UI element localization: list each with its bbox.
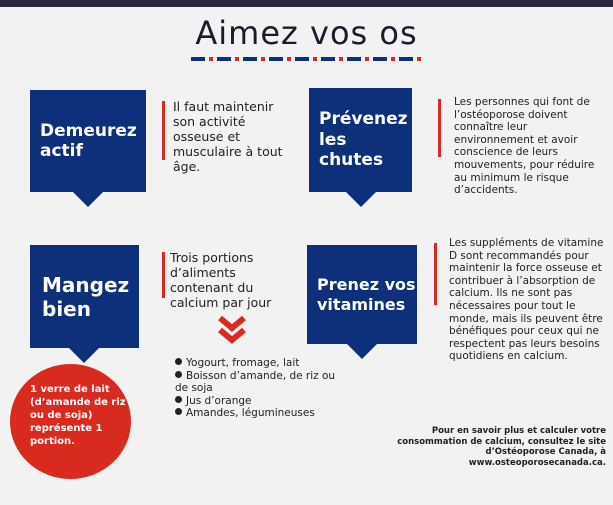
text-prevenez-chutes: Les personnes qui font de l’ostéoporose doivent connaître leur environnement et avoir conscience de leurs mouvements, pour réduire au minimum le risque d’accidents. [454, 96, 595, 197]
text-mangez-bien: Trois portions d’aliments contenant du calcium par jour [170, 250, 272, 310]
heading-prenez-vitamines: Prenez vos vitamines [317, 275, 416, 314]
page-title: Aimez vos os [195, 14, 418, 52]
portion-note: 1 verre de lait (d’amande de riz ou de soja) représente 1 portion. [30, 384, 126, 447]
heading-mangez-bien: Mangez bien [42, 272, 130, 321]
accent-bar [162, 101, 165, 160]
bullet-icon [175, 371, 182, 378]
food-list [175, 357, 350, 420]
heading-box-prevenez-chutes [309, 88, 412, 192]
text-prenez-vitamines: Les suppléments de vitamine D sont recommandés pour maintenir la force osseuse et contribuer à l’absorption de calcium. Ils ne sont pas nécessaires pour tout le monde, mais ils peuvent être bénéfiques pour ceux qui ne respectent pas leurs besoins quotidiens en calcium. [449, 237, 604, 363]
chevron-down-icon [216, 314, 248, 346]
list-item: Jus d’orange [175, 395, 350, 408]
footer-note: Pour en savoir plus et calculer votre consommation de calcium, consultez le site d’Ostéoporose Canada, à www.osteoporosecanada.ca. [397, 426, 606, 468]
accent-bar [438, 99, 441, 157]
heading-box-prenez-vitamines [307, 245, 417, 344]
list-item: Yogourt, fromage, lait [175, 357, 350, 370]
box-pointer [346, 343, 378, 359]
heading-box-mangez-bien [30, 245, 139, 348]
portion-note-circle [10, 364, 131, 479]
accent-bar [162, 252, 165, 298]
heading-demeurez-actif: Demeurez actif [40, 120, 137, 161]
top-bar [0, 0, 613, 7]
bullet-icon [175, 408, 182, 415]
box-pointer [68, 347, 100, 363]
text-demeurez-actif: Il faut maintenir son activité osseuse et musculaire à tout âge. [173, 99, 283, 174]
box-pointer [72, 191, 104, 207]
title-underline [191, 57, 423, 61]
bullet-icon [175, 358, 182, 365]
heading-prevenez-chutes: Prévenez les chutes [319, 109, 408, 171]
list-item: Boisson d’amande, de riz ou de soja [175, 369, 336, 395]
list-item: Amandes, légumineuses [175, 407, 350, 420]
bullet-icon [175, 396, 182, 403]
accent-bar [434, 243, 437, 305]
heading-box-demeurez-actif [30, 90, 146, 192]
box-pointer [345, 191, 377, 207]
